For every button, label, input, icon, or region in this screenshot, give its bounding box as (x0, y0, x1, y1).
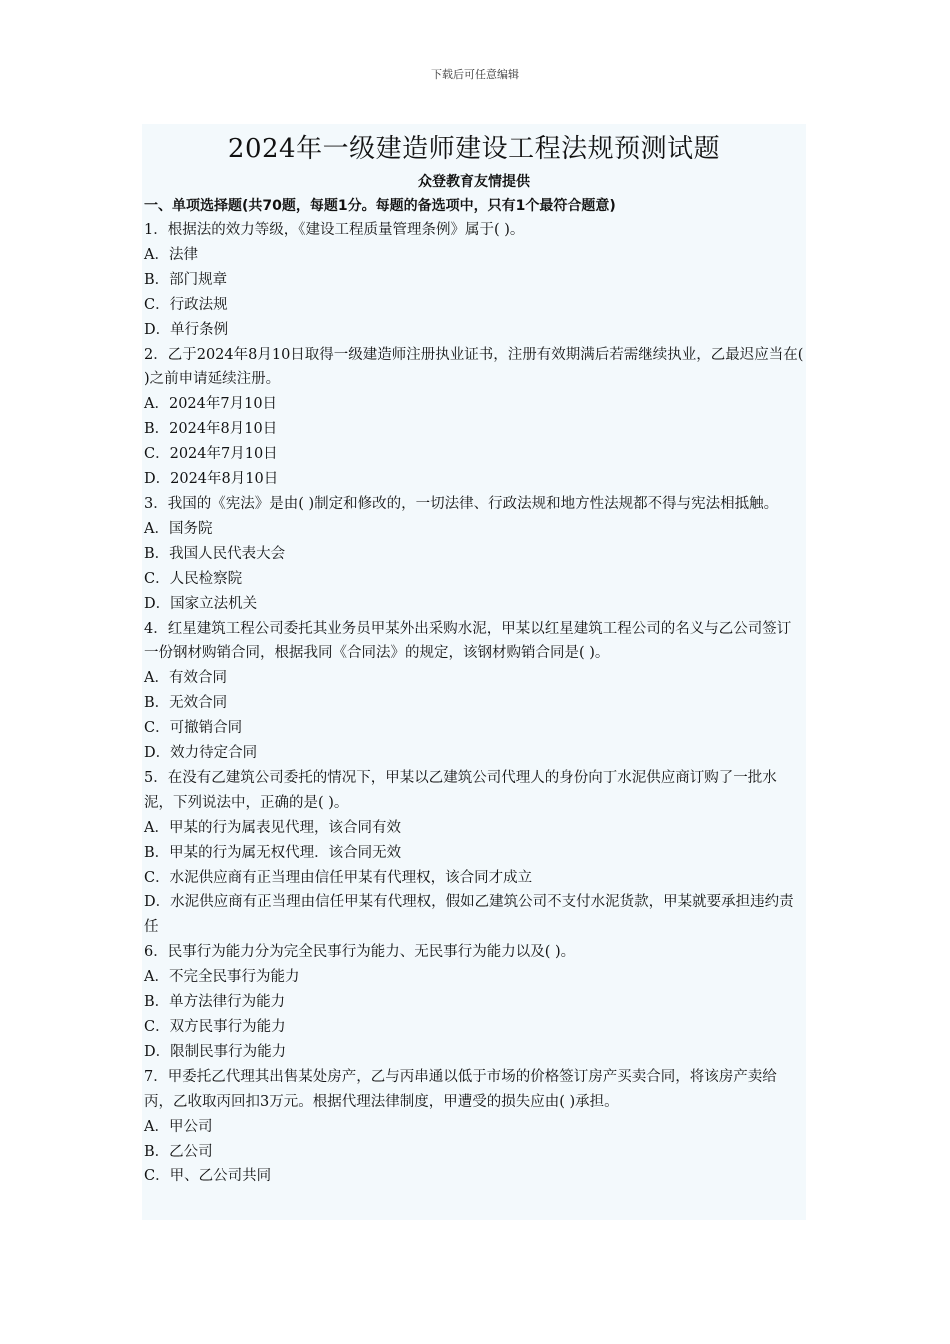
question-3 (144, 492, 804, 617)
page-subtitle: 众登教育友情提供 (418, 174, 530, 190)
option-b: B．部门规章 (144, 271, 228, 288)
question-4 (144, 617, 804, 766)
question-2 (144, 343, 804, 492)
option-d: D．单行条例 (144, 321, 229, 338)
document-content (142, 124, 806, 1220)
option-a: A．法律 (144, 246, 198, 263)
option-a: A．2024年7月10日 (144, 396, 278, 413)
option-b: B．乙公司 (144, 1143, 213, 1160)
question-stem: 5．在没有乙建筑公司委托的情况下，甲某以乙建筑公司代理人的身份向丁水泥供应商订购了一批水泥，下列说法中，正确的是( )。 (144, 769, 777, 811)
question-5 (144, 766, 804, 940)
option-c: C．水泥供应商有正当理由信任甲某有代理权，该合同才成立 (144, 869, 533, 886)
option-a: A．甲公司 (144, 1118, 213, 1135)
section-heading: 一、单项选择题(共70题，每题1分。每题的备选项中，只有1个最符合题意) (144, 198, 616, 214)
header-note: 下载后可任意编辑 (431, 68, 519, 81)
option-d: D．国家立法机关 (144, 595, 258, 612)
option-a: A．甲某的行为属表见代理，该合同有效 (144, 819, 401, 836)
option-b: B．无效合同 (144, 695, 228, 712)
option-b: B．2024年8月10日 (144, 421, 278, 438)
option-b: B．甲某的行为属无权代理．该合同无效 (144, 844, 402, 861)
question-stem: 7．甲委托乙代理其出售某处房产，乙与丙串通以低于市场的价格签订房产买卖合同，将该房产卖给丙，乙收取丙回扣3万元。根据代理法律制度，甲遭受的损失应由( )承担。 (144, 1068, 777, 1110)
option-d: D．效力待定合同 (144, 745, 258, 762)
option-d: D．限制民事行为能力 (144, 1043, 287, 1060)
option-d: D．水泥供应商有正当理由信任甲某有代理权，假如乙建筑公司不支付水泥货款，甲某就要承担违约责任 (144, 894, 794, 936)
question-1 (144, 218, 804, 343)
question-stem: 3．我国的《宪法》是由( )制定和修改的，一切法律、行政法规和地方性法规都不得与宪法相抵触。 (144, 495, 779, 512)
option-c: C．2024年7月10日 (144, 446, 278, 463)
option-c: C．双方民事行为能力 (144, 1019, 286, 1035)
question-6 (144, 940, 804, 1065)
page-title: 2024年一级建造师建设工程法规预测试题 (227, 134, 721, 164)
option-c: C．人民检察院 (144, 570, 243, 587)
question-7 (144, 1065, 804, 1190)
question-stem: 1．根据法的效力等级，《建设工程质量管理条例》属于( )。 (144, 222, 525, 238)
option-a: A．不完全民事行为能力 (144, 969, 300, 986)
option-c: C．甲、乙公司共同 (144, 1168, 272, 1185)
option-d: D．2024年8月10日 (144, 471, 279, 488)
question-stem: 2．乙于2024年8月10日取得一级建造师注册执业证书，注册有效期满后若需继续执业，乙最迟应当在( )之前申请延续注册。 (144, 346, 804, 388)
option-a: A．国务院 (144, 520, 213, 537)
option-b: B．单方法律行为能力 (144, 994, 286, 1011)
question-stem: 4．红星建筑工程公司委托其业务员甲某外出采购水泥，甲某以红星建筑工程公司的名义与乙公司签订一份钢材购销合同，根据我同《合同法》的规定，该钢材购销合同是( )。 (144, 620, 792, 662)
option-c: C．可撤销合同 (144, 720, 243, 737)
question-stem: 6．民事行为能力分为完全民事行为能力、无民事行为能力以及( )。 (144, 944, 576, 961)
option-b: B．我国人民代表大会 (144, 545, 286, 562)
option-c: C．行政法规 (144, 296, 228, 313)
option-a: A．有效合同 (144, 670, 227, 687)
